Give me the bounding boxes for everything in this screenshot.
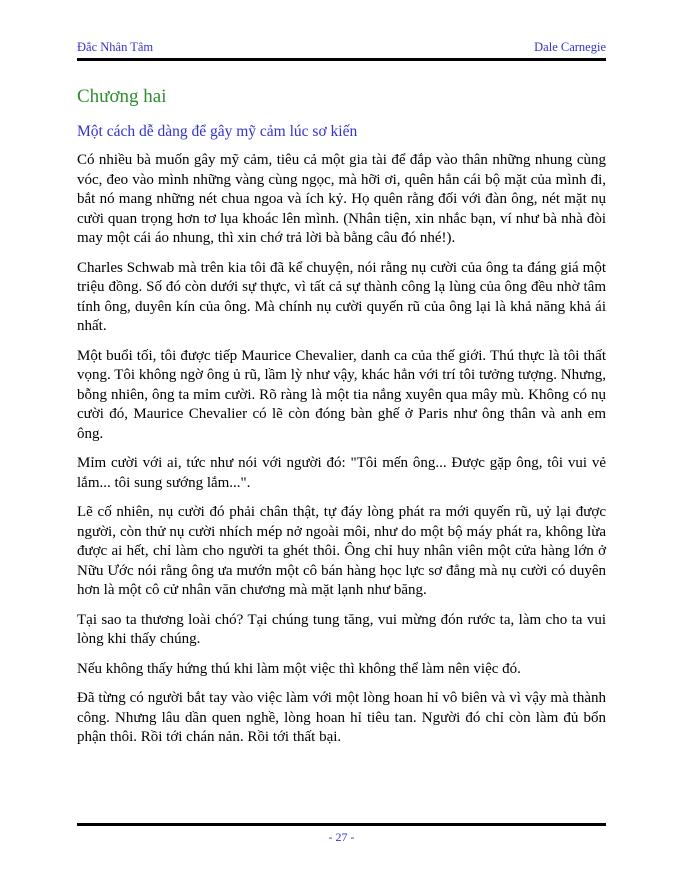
body-paragraph: Tại sao ta thương loài chó? Tại chúng tung tăng, vui mừng đón rước ta, làm cho ta vui lòng khi thấy chúng. bbox=[77, 611, 606, 647]
page-footer bbox=[77, 823, 606, 846]
body-paragraph: Charles Schwab mà trên kia tôi đã kể chuyện, nói rằng nụ cười của ông ta đáng giá một triệu đồng. Số đó còn dưới sự thực, vì tất cả sự thành công lạ lùng của ông đều nhờ tâm tính ông, duyên kín của ông. Mà chính nụ cười quyến rũ của ông lại là khả năng khả ái nhất. bbox=[77, 259, 606, 334]
body-text bbox=[77, 151, 606, 748]
body-paragraph: Mỉm cười với ai, tức như nói với người đó: "Tôi mến ông... Được gặp ông, tôi vui vẻ lắm... tôi sung sướng lắm...". bbox=[77, 455, 606, 491]
body-paragraph: Một buổi tối, tôi được tiếp Maurice Chevalier, danh ca của thế giới. Thú thực là tôi thất vọng. Tôi không ngờ ông ủ rũ, lầm lỳ như vậy, khác hẳn với trí tôi tưởng tượng. Nhưng, bỗng nhiên, ông ta mỉm cười. Rõ ràng là một tia nắng xuyên qua mây mù. Không có nụ cười đó, Maurice Chevalier có lẽ còn đóng bàn ghế ở Paris như ông thân và anh em ông. bbox=[77, 347, 606, 442]
body-paragraph: Nếu không thấy hứng thú khi làm một việc thì không thể làm nên việc đó. bbox=[77, 660, 521, 677]
body-paragraph: Có nhiều bà muốn gây mỹ cảm, tiêu cả một gia tài để đắp vào thân những nhung cùng vóc, đeo vào mình những vàng cùng ngọc, mà hỡi ơi, quên hẳn cái bộ mặt của mình đi, bắt nó mang những nét chua ngoa và ích kỷ. Họ quên rằng đối với đàn ông, nét mặt nụ cười quan trọng hơn tơ lụa khoác lên mình. (Nhân tiện, xin nhắc bạn, ví như bà nhà đòi may một cái áo nhung, thì xin chớ trả lời bà bằng câu đó nhé!). bbox=[77, 152, 606, 246]
page-number: - 27 - bbox=[328, 830, 355, 844]
body-paragraph: Đã từng có người bắt tay vào việc làm với một lòng hoan hỉ vô biên và vì vậy mà thành công. Nhưng lâu dần quen nghề, lòng hoan hỉ tiêu tan. Người đó chỉ còn làm đủ bổn phận thôi. Rồi tới chán nản. Rồi tới thất bại. bbox=[77, 690, 606, 745]
chapter-subtitle: Một cách dễ dàng để gây mỹ cảm lúc sơ kiến bbox=[77, 123, 358, 140]
page-content bbox=[77, 40, 606, 748]
header-book-title: Đắc Nhân Tâm bbox=[77, 40, 154, 54]
chapter-title: Chương hai bbox=[77, 86, 167, 107]
header-author-name: Dale Carnegie bbox=[534, 40, 606, 54]
running-header bbox=[77, 40, 606, 61]
body-paragraph: Lẽ cố nhiên, nụ cười đó phải chân thật, tự đáy lòng phát ra mới quyến rũ, uỷ lại được người, còn thử nụ cười nhích mép nở ngoài môi, như do một bộ máy phát ra, không lừa được ai hết, chỉ làm cho người ta ghét thôi. Ông chỉ huy nhân viên một cửa hàng lớn ở Nữu Ước nói rằng ông ưa mướn một cô bán hàng học lực sơ đẳng mà nụ cười có duyên hơn là một cô cử nhân văn chương mà mặt lạnh như băng. bbox=[77, 504, 606, 598]
